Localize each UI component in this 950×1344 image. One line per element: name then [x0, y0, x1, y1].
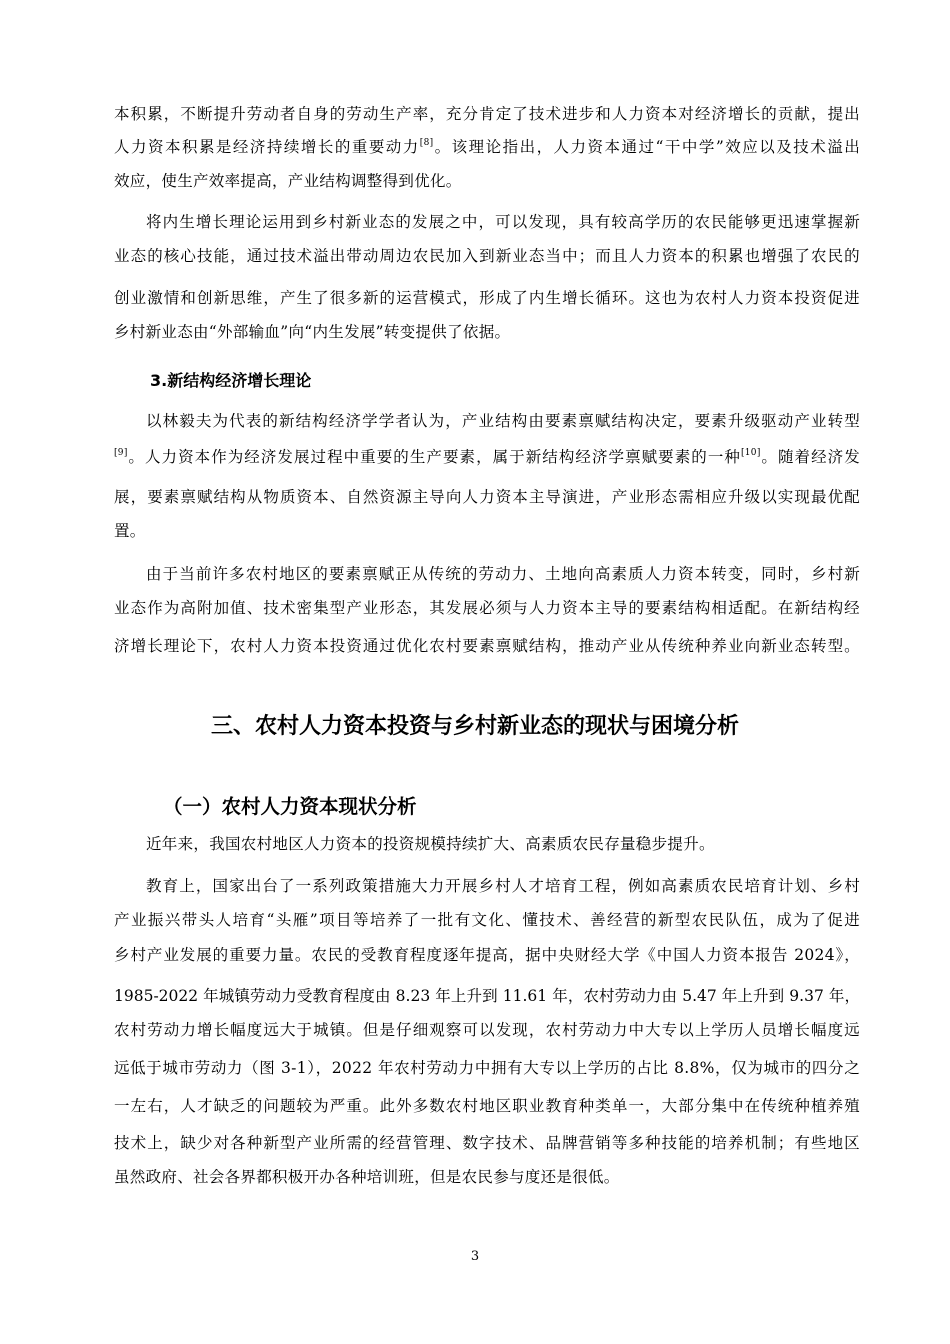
paragraph-line: 置。 — [114, 522, 146, 540]
citation-ref: [9] — [114, 448, 128, 458]
subsection-title: （一）农村人力资本现状分析 — [163, 795, 417, 818]
citation-ref: [8] — [419, 138, 434, 148]
paragraph-line: 产业振兴带头人培育“头雁”项目等培养了一批有文化、懂技术、善经营的新型农民队伍，成为了促进 — [114, 911, 860, 929]
paragraph-line: 教育上，国家出台了一系列政策措施大力开展乡村人才培育工程，例如高素质农民培育计划、乡村 — [146, 877, 860, 895]
paragraph-line: 远低于城市劳动力（图 3-1），2022 年农村劳动力中拥有大专以上学历的占比 8.8%，仅为城市的四分之 — [114, 1059, 860, 1077]
paragraph-line: 济增长理论下，农村人力资本投资通过优化农村要素禀赋结构，推动产业从传统种养业向新业态转型。 — [114, 637, 860, 655]
paragraph-line: 一左右，人才缺乏的问题较为严重。此外多数农村地区职业教育种类单一，大部分集中在传统种植养殖 — [114, 1097, 860, 1115]
paragraph-line: 创业激情和创新思维，产生了很多新的运营模式，形成了内生增长循环。这也为农村人力资本投资促进 — [114, 289, 860, 307]
paragraph-line: 业态作为高附加值、技术密集型产业形态，其发展必须与人力资本主导的要素结构相适配。在新结构经 — [114, 599, 860, 617]
paragraph-line: 农村劳动力增长幅度远大于城镇。但是仔细观察可以发现，农村劳动力中大专以上学历人员增长幅度远 — [114, 1021, 860, 1039]
section-title: 三、农村人力资本投资与乡村新业态的现状与困境分析 — [210, 714, 739, 739]
paragraph-line: 本积累，不断提升劳动者自身的劳动生产率，充分肯定了技术进步和人力资本对经济增长的贡献，提出 — [114, 105, 860, 123]
paragraph-line: 由于当前许多农村地区的要素禀赋正从传统的劳动力、土地向高素质人力资本转变，同时，乡村新 — [146, 565, 860, 583]
paragraph-line: 以林毅夫为代表的新结构经济学学者认为，产业结构由要素禀赋结构决定，要素升级驱动产业转型 — [146, 412, 860, 430]
paragraph-line: 技术上，缺少对各种新型产业所需的经营管理、数字技术、品牌营销等多种技能的培养机制；有些地区 — [114, 1134, 860, 1152]
subsubsection-heading: 3.新结构经济增长理论 — [150, 371, 312, 390]
paragraph-line: [9]。人力资本作为经济发展过程中重要的生产要素，属于新结构经济学禀赋要素的一种[10]。随着经济发 — [114, 448, 860, 466]
paragraph-line: 虽然政府、社会各界都积极开办各种培训班，但是农民参与度还是很低。 — [114, 1168, 620, 1186]
paragraph-line: 业态的核心技能，通过技术溢出带动周边农民加入到新业态当中；而且人力资本的积累也增强了农民的 — [114, 247, 860, 265]
paragraph-line: 人力资本积累是经济持续增长的重要动力[8]。该理论指出，人力资本通过“干中学”效应以及技术溢出 — [114, 138, 860, 156]
paragraph-line: 近年来，我国农村地区人力资本的投资规模持续扩大、高素质农民存量稳步提升。 — [146, 835, 715, 853]
paragraph-line: 效应，使生产效率提高，产业结构调整得到优化。 — [114, 172, 462, 190]
paragraph-line: 将内生增长理论运用到乡村新业态的发展之中，可以发现，具有较高学历的农民能够更迅速掌握新 — [146, 213, 860, 231]
citation-ref: [10] — [740, 448, 761, 458]
paragraph-line: 展，要素禀赋结构从物质资本、自然资源主导向人力资本主导演进，产业形态需相应升级以实现最优配 — [114, 488, 860, 506]
paragraph-line: 1985-2022 年城镇劳动力受教育程度由 8.23 年上升到 11.61 年，农村劳动力由 5.47 年上升到 9.37 年， — [114, 987, 860, 1005]
paragraph-line: 乡村新业态由“外部输血”向“内生发展”转变提供了依据。 — [114, 323, 511, 341]
paragraph-line: 乡村产业发展的重要力量。农民的受教育程度逐年提高，据中央财经大学《中国人力资本报告 2024》， — [114, 946, 860, 964]
page-number: 3 — [470, 1249, 480, 1264]
